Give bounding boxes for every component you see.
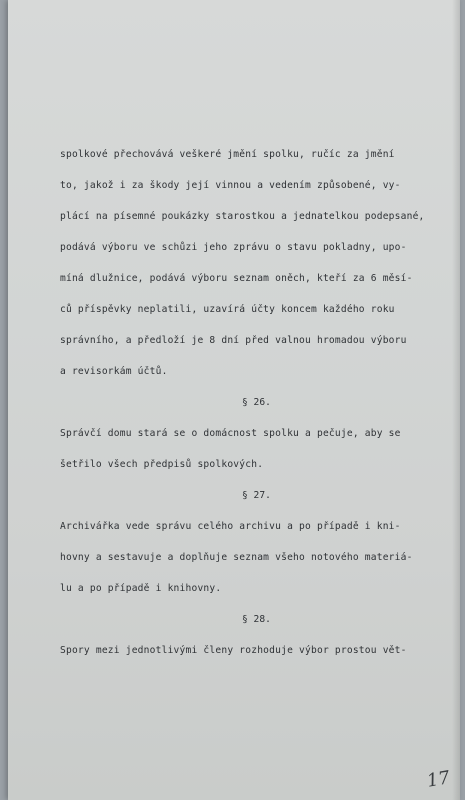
text-line: podává výboru ve schůzi jeho zprávu o stavu pokladny, upo- <box>60 242 407 253</box>
document-page <box>8 0 460 800</box>
text-line: šetřilo všech předpisů spolkových. <box>60 459 264 470</box>
section-heading: § 27. <box>242 490 271 501</box>
text-line: Archivářka vede správu celého archivu a po případě i kni- <box>60 521 401 532</box>
text-line: to, jakož i za škody její vinnou a vedením způsobené, vy- <box>60 180 401 191</box>
handwritten-page-number: 17 <box>425 767 452 792</box>
text-line: a revisorkám účtů. <box>60 366 168 377</box>
text-line: správního, a předloží je 8 dní před valnou hromadou výboru <box>60 335 407 346</box>
text-line: spolkové přechovává veškeré jmění spolku, ručíc za jmění <box>60 149 395 160</box>
section-heading: § 28. <box>242 614 271 625</box>
section-heading: § 26. <box>242 397 271 408</box>
text-line: hovny a sestavuje a doplňuje seznam všeho notového materiá- <box>60 552 413 563</box>
text-line: míná dlužnice, podává výboru seznam oněch, kteří za 6 měsí- <box>60 273 413 284</box>
text-line: plácí na písemné poukázky starostkou a jednatelkou podepsané, <box>60 211 425 222</box>
text-line: ců příspěvky neplatili, uzavírá účty koncem každého roku <box>60 304 395 315</box>
text-line: lu a po případě i knihovny. <box>60 583 222 594</box>
text-line: Správčí domu stará se o domácnost spolku a pečuje, aby se <box>60 428 401 439</box>
text-line: Spory mezi jednotlivými členy rozhoduje výbor prostou vět- <box>60 645 407 656</box>
